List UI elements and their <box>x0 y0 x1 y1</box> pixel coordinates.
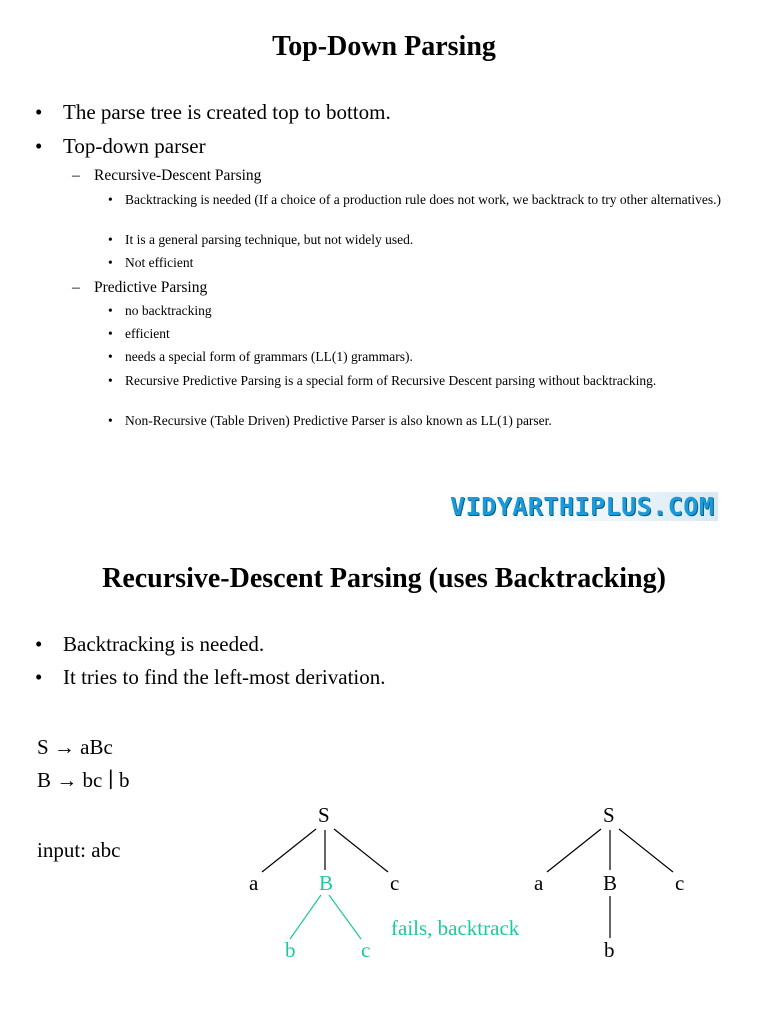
tree2-node-b-child: b <box>604 938 615 962</box>
tree1-edge-b-b <box>290 895 321 939</box>
pred-label: – Predictive Parsing <box>94 279 207 297</box>
tree1-node-b: B <box>319 871 334 895</box>
bullet-left-most: • It tries to find the left-most derivation. <box>63 665 386 690</box>
tree1-node-c: c <box>390 871 400 895</box>
tree1-node-s: S <box>318 803 330 827</box>
tree1-edge-s-a <box>262 829 316 872</box>
tree2-edge-s-c <box>619 829 673 872</box>
pred-item-nonrecursive: • Non-Recursive (Table Driven) Predictive Parser is also known as LL(1) parser. <box>125 413 552 429</box>
bullet-parse-tree: • The parse tree is created top to bottom. <box>63 100 391 125</box>
tree2-node-s: S <box>603 803 615 827</box>
tree2-node-c: c <box>675 871 685 895</box>
slide1-title: Top-Down Parsing <box>272 31 496 62</box>
rd-item-general: • It is a general parsing technique, but not widely used. <box>125 232 413 248</box>
pred-item-no-backtracking: • no backtracking <box>125 303 212 319</box>
slide2-title: Recursive-Descent Parsing (uses Backtracking) <box>102 563 666 594</box>
tree2-node-b: B <box>603 871 618 895</box>
tree1-node-a: a <box>249 871 259 895</box>
tree2-node-a: a <box>534 871 544 895</box>
tree1-edge-s-c <box>334 829 388 872</box>
pred-item-recursive: • Recursive Predictive Parsing is a special form of Recursive Descent parsing without backtracking. <box>125 371 745 390</box>
bullet-top-down-parser: • Top-down parser <box>63 134 206 159</box>
tree1-node-c-child: c <box>361 938 371 962</box>
tree1-edge-b-c <box>329 895 361 939</box>
input-string: input: abc <box>37 838 121 862</box>
pred-item-ll1: • needs a special form of grammars (LL(1) grammars). <box>125 349 413 365</box>
tree1-node-b-child: b <box>285 938 296 962</box>
bullet-backtracking-needed: • Backtracking is needed. <box>63 632 264 657</box>
watermark-logo: VIDYARTHIPLUS.COM <box>446 492 718 521</box>
rd-item-not-efficient: • Not efficient <box>125 255 193 271</box>
pred-item-efficient: • efficient <box>125 326 170 342</box>
grammar-rule-b: B → bc ∣ b <box>37 768 130 792</box>
rd-item-backtracking: • Backtracking is needed (If a choice of a production rule does not work, we backtrack to try other alternatives.) <box>125 190 745 209</box>
fails-backtrack-label: fails, backtrack <box>391 916 520 940</box>
grammar-rule-s: S → aBc <box>37 735 113 759</box>
tree2-edge-s-a <box>547 829 601 872</box>
rd-label: – Recursive-Descent Parsing <box>94 167 261 185</box>
